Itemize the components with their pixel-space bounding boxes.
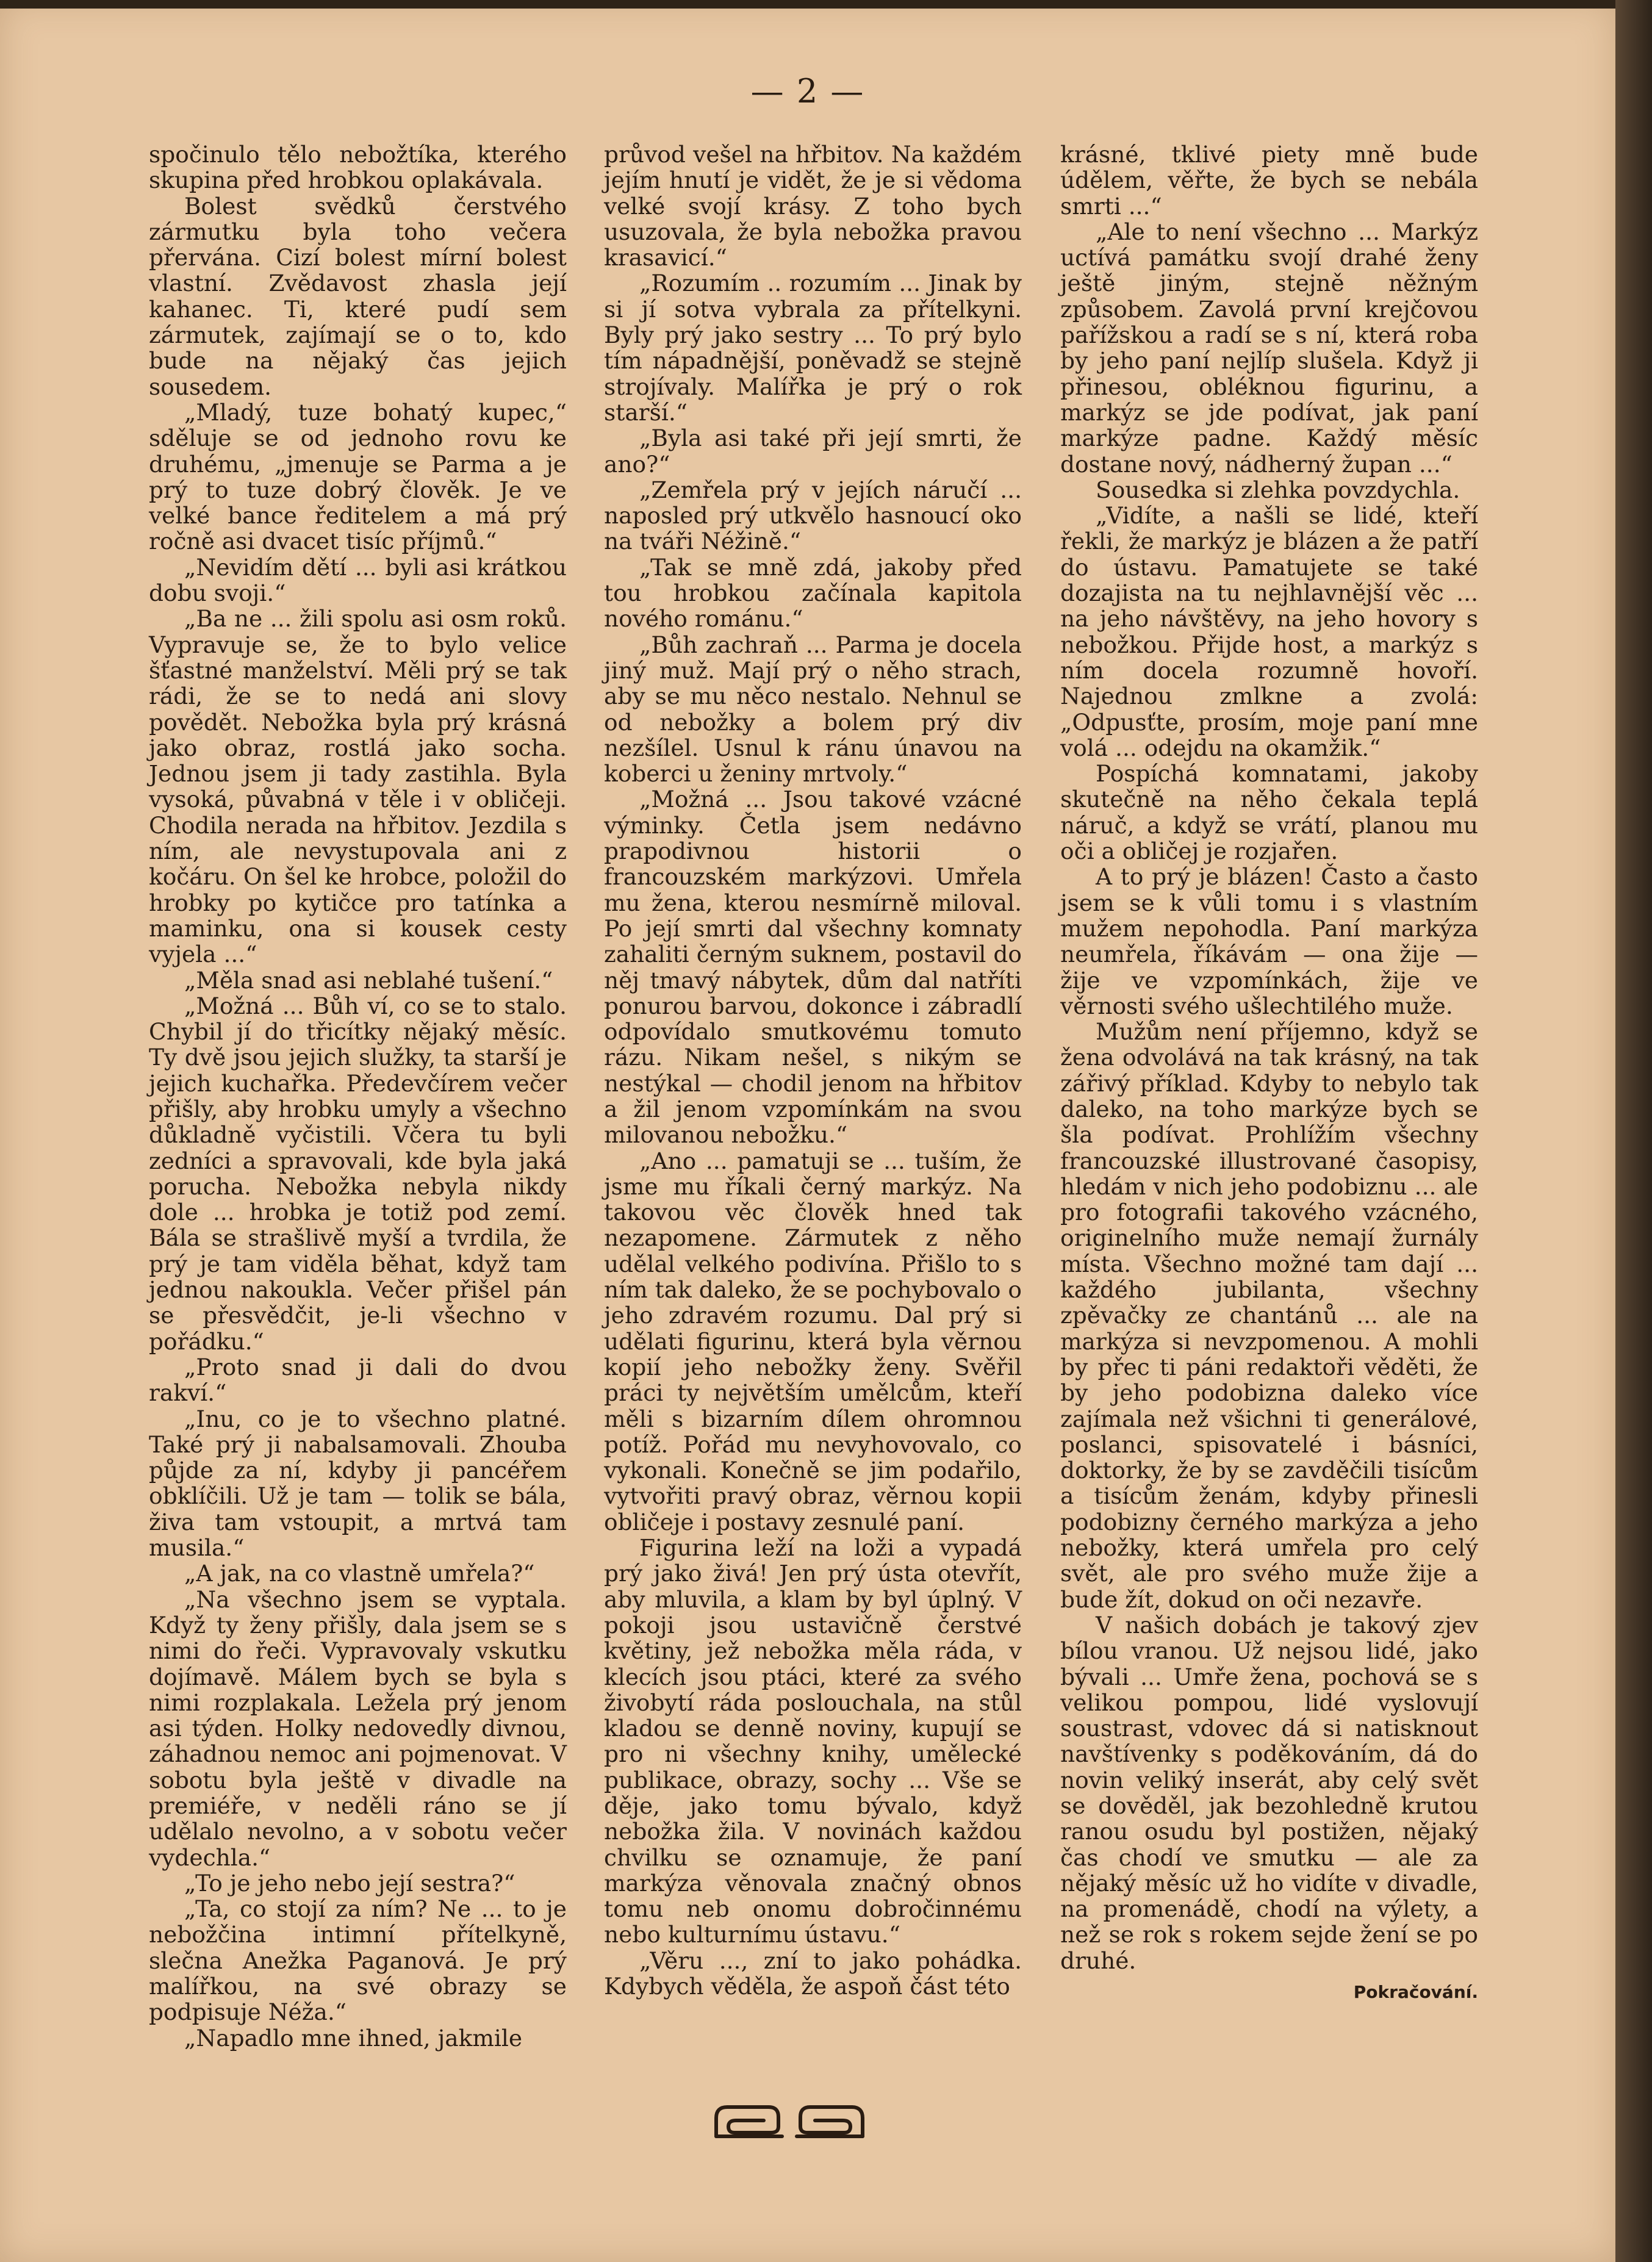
text-column-1 (149, 142, 567, 2051)
paragraph: „Měla snad asi neblahé tušení.“ (184, 966, 553, 994)
paragraph: Pospíchá komnatami, jakoby skutečně na něho čekala teplá náruč, a když se vrátí, planou mu oči a obličej je rozjařen. (1060, 760, 1478, 865)
paragraph: Bolest svědků čerstvého zármutku byla toho večera přervána. Cizí bolest mírní bolest vlastní. Zvědavost zhasla její kahanec. Ti, které pudí sem zármutek, zajímají se o to, kdo bude na nějaký čas jejich sousedem. (149, 192, 567, 400)
paragraph: „Bůh zachraň ... Parma je docela jiný muž. Mají prý o něho strach, aby se mu něco nestalo. Nehnul se od nebožky a bolem prý div nezšílel. Usnul k ránu únavou na koberci u ženiny mrtvoly.“ (604, 631, 1022, 788)
paragraph: průvod vešel na hřbitov. Na každém jejím hnutí je vidět, že je si vědoma velké svojí krásy. Z toho bych usuzovala, že byla nebožka pravou krasavicí.“ (604, 141, 1022, 271)
paragraph: „Mladý, tuze bohatý kupec,“ sděluje se od jednoho rovu ke druhému, „jmenuje se Parma a je prý to tuze dobrý člověk. Je ve velké bance ředitelem a má prý ročně asi dvacet tisíc příjmů.“ (149, 398, 567, 555)
paragraph: „Na všechno jsem se vyptala. Když ty ženy přišly, dala jsem se s nimi do řeči. Vypravovaly vskutku dojímavě. Málem bych se byla s nimi rozplakala. Ležela prý jenom asi týden. Holky nedovedly divnou, záhadnou nemoc ani pojmenovat. V sobotu byla ještě v divadle na premiéře, v neděli ráno se jí udělalo nevolno, a v sobotu večer vydechla.“ (149, 1585, 567, 1871)
paragraph: „Nevidím dětí ... byli asi krátkou dobu svoji.“ (149, 553, 567, 607)
paragraph: „Možná ... Bůh ví, co se to stalo. Chybil jí do třicítky nějaký měsíc. Ty dvě jsou jejich služky, ta starší je jejich kuchařka. Předevčírem večer přišly, aby hrobku umyly a všechno důkladně vyčistili. Včera tu byli zedníci a spravovali, kde byla jaká porucha. Nebožka nebyla nikdy dole ... hrobka je totiž pod zemí. Bála se strašlivě myší a tvrdila, že prý je tam viděla běhat, když tam jednou nakoukla. Večer přišel pán se přesvědčit, je-li všechno v pořádku.“ (149, 992, 567, 1355)
paragraph: V našich dobách je takový zjev bílou vranou. Už nejsou lidé, jako bývali ... Umře žena, pochová se s velikou pompou, lidé vyslovují soustrast, vdovec dá si natisknout navštívenky s poděkováním, dá do novin veliký inserát, aby celý svět se dověděl, jak bezohledně krutou ranou osudu byl postižen, nějaký čas chodí ve smutku — ale za nějaký měsíc už ho vidíte v divadle, na promenádě, chodí na výlety, a než se rok s rokem sejde žení se po druhé. (1060, 1611, 1478, 1974)
text-column-3 (1060, 142, 1478, 2005)
paragraph: „Ale to není všechno ... Markýz uctívá památku svojí drahé ženy ještě jiným, stejně něžným způsobem. Zavolá první krejčovou pařížskou a radí se s ní, která roba by jeho paní nejlíp slušela. Když ji přinesou, obléknou figurinu, a markýz se jde podívat, jak paní markýze padne. Každý měsíc dostane nový, nádherný župan ...“ (1060, 218, 1478, 478)
paragraph: „Možná ... Jsou takové vzácné výminky. Četla jsem nedávno prapodivnou historii o francouzském markýzovi. Umřela mu žena, kterou nesmírně miloval. Po její smrti dal všechny komnaty zahaliti černým suknem, postavil do něj tmavý nábytek, dům dal natříti ponurou barvou, dokonce i zábradlí odpovídalo smutkovému tomuto rázu. Nikam nešel, s nikým se nestýkal — chodil jenom na hřbitov a žil jenom vzpomínkám na svou milovanou nebožku.“ (604, 786, 1022, 1149)
paragraph: „Inu, co je to všechno platné. Také prý ji nabalsamovali. Zhouba půjde za ní, kdyby ji pancéřem obklíčili. Už je tam — tolik se bála, živa tam vstoupit, a mrtvá tam musila.“ (149, 1405, 567, 1562)
paragraph: A to prý je blázen! Často a často jsem se k vůli tomu i s vlastním mužem nepohodla. Paní markýza neumřela, říkávám — ona žije — žije ve vzpomínkách, žije ve věrnosti svého ušlechtilého muže. (1060, 863, 1478, 1019)
paragraph: „Proto snad ji dali do dvou rakví.“ (149, 1353, 567, 1407)
paragraph: „Tak se mně zdá, jakoby před tou hrobkou začínala kapitola nového románu.“ (604, 553, 1022, 633)
continuation-note: Pokračování. (1353, 1982, 1478, 2003)
paragraph: „Napadlo mne ihned, jakmile (184, 2024, 523, 2052)
paragraph: „Ano ... pamatuji se ... tuším, že jsme mu říkali černý markýz. Na takovou věc člověk hned tak nezapomene. Zármutek z něho udělal velkého podivína. Přišlo to s ním tak daleko, že se pochybovalo o jeho zdravém rozumu. Dal prý si udělati figurinu, která byla věrnou kopií jeho nebožky ženy. Svěřil práci ty největším umělcům, kteří měli s bizarním dílem ohromnou potíž. Pořád mu nevyhovovalo, co vykonali. Konečně se jim podařilo, vytvořiti pravý obraz, věrnou kopii obličeje i postavy zesnulé paní. (604, 1147, 1022, 1535)
paragraph: Figurina leží na loži a vypadá prý jako živá! Jen prý ústa otevřít, aby mluvila, a klam by byl úplný. V pokoji jsou ustavičně čerstvé květiny, jež nebožka měla ráda, v klecích jsou ptáci, které za svého živobytí ráda poslouchala, na stůl kladou se denně noviny, kupují se pro ni všechny knihy, umělecké publikace, obrazy, sochy ... Vše se děje, jako tomu bývalo, když nebožka žila. V novinách každou chvilku se oznamuje, že paní markýza věnovala značný obnos tomu neb onomu dobročinnému nebo kulturnímu ústavu.“ (604, 1534, 1022, 1948)
paragraph: spočinulo tělo nebožtíka, kterého skupina před hrobkou oplakávala. (149, 141, 567, 194)
paragraph: Sousedka si zlehka povzdychla. (1096, 476, 1460, 503)
paragraph: „Věru ..., zní to jako pohádka. Kdybych věděla, že aspoň část této (604, 1947, 1022, 2000)
text-column-2 (604, 142, 1022, 1999)
page-number: — 2 — (750, 72, 865, 110)
paragraph: „Zemřela prý v jejích náručí ... naposled prý utkvělo hasnoucí oko na tváři Néžině.“ (604, 476, 1022, 555)
paragraph: „To je jeho nebo její sestra?“ (184, 1869, 515, 1897)
scan-edge (1615, 0, 1652, 2262)
paragraph: „Byla asi také při její smrti, že ano?“ (604, 425, 1022, 478)
decorative-ornament-icon (710, 2100, 869, 2145)
paragraph: krásné, tklivé piety mně bude údělem, věřte, že bych se nebála smrti ...“ (1060, 141, 1478, 220)
paragraph: „Vidíte, a našli se lidé, kteří řekli, že markýz je blázen a že patří do ústavu. Pamatujete se také dozajista na tu nejhlavnější věc ... na jeho návštěvy, na jeho hovory s nebožkou. Přijde host, a markýz s ním docela rozumně hovoří. Najednou zmlkne a zvolá: „Odpusťte, prosím, moje paní mne volá ... odejdu na okamžik.“ (1060, 502, 1478, 761)
paragraph: „Rozumím .. rozumím ... Jinak by si jí sotva vybrala za přítelkyni. Byly prý jako sestry ... To prý bylo tím nápadnější, poněvadž se stejně strojívaly. Malířka je prý o rok starší.“ (604, 270, 1022, 426)
paragraph: „A jak, na co vlastně umřela?“ (184, 1560, 535, 1587)
top-border (0, 0, 1615, 9)
paragraph: „Ta, co stojí za ním? Ne ... to je nebožčina intimní přítelkyně, slečna Anežka Paganová. Je prý malířkou, na své obrazy se podpisuje Néža.“ (149, 1895, 567, 2026)
paragraph: „Ba ne ... žili spolu asi osm roků. Vypravuje se, že to bylo velice šťastné manželství. Měli prý se tak rádi, že se to nedá ani slovy povědět. Nebožka byla prý krásná jako obraz, rostlá jako socha. Jednou jsem ji tady zastihla. Byla vysoká, půvabná v těle i v obličeji. Chodila nerada na hřbitov. Jezdila s ním, ale nevystupovala ani z kočáru. On šel ke hrobce, položil do hrobky po kytičce pro tatínka a maminku, ona si kousek cesty vyjela ...“ (149, 605, 567, 968)
paragraph: Mužům není příjemno, když se žena odvolává na tak krásný, na tak zářivý příklad. Kdyby to nebylo tak daleko, na toho markýze bych se šla podívat. Prohlížím všechny francouzské illustrované časopisy, hledám v nich jeho podobiznu ... ale pro fotografii takového vzácného, originelního muže nemají žurnály místa. Všechno možné tam dají ... každého jubilanta, všechny zpěvačky ze chantánů ... ale na markýza si nevzpomenou. A mohli by přec ti páni redaktoři věděti, že by jeho podobizna daleko více zajímala než všichni ti generálové, poslanci, spisovatelé i básníci, doktorky, že by se zavděčili tisícům a tisícům ženám, kdyby přinesli podobizny černého markýza a jeho nebožky, která umřela pro celý svět, ale pro svého muže žije a bude žít, dokud on oči nezavře. (1060, 1018, 1478, 1613)
